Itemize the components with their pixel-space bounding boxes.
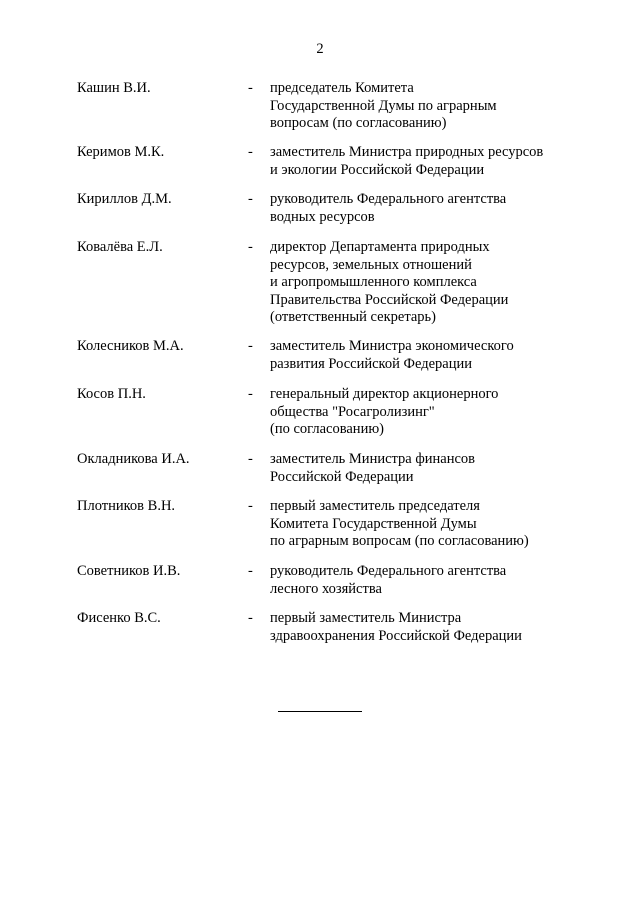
member-role	[270, 451, 475, 486]
member-role	[270, 191, 506, 226]
role-line: председатель Комитета	[270, 80, 414, 96]
separator-dash: -	[248, 144, 253, 160]
member-name: Окладникова И.А.	[77, 451, 190, 467]
member-role	[270, 563, 506, 598]
member-role	[270, 144, 543, 179]
page-number: 2	[316, 41, 324, 57]
role-line: Правительства Российской Федерации	[270, 291, 509, 308]
separator-dash: -	[248, 451, 253, 467]
member-name: Колесников М.А.	[77, 338, 184, 354]
member-name: Кириллов Д.М.	[77, 191, 172, 207]
role-line: первый заместитель председателя	[270, 498, 480, 514]
member-name: Плотников В.Н.	[77, 498, 176, 514]
role-line: руководитель Федерального агентства	[270, 563, 507, 579]
role-line: генеральный директор акционерного	[270, 386, 499, 402]
role-line: руководитель Федерального агентства	[270, 191, 507, 207]
role-line: водных ресурсов	[270, 208, 375, 225]
member-role	[270, 80, 497, 133]
separator-dash: -	[248, 239, 253, 255]
role-line: лесного хозяйства	[270, 580, 382, 597]
role-line: и агропромышленного комплекса	[270, 274, 477, 290]
separator-dash: -	[248, 563, 253, 579]
member-role	[270, 498, 529, 551]
role-line: первый заместитель Министра	[270, 610, 462, 626]
role-line: ресурсов, земельных отношений	[270, 256, 472, 273]
role-line: (ответственный секретарь)	[270, 309, 436, 325]
role-line: здравоохранения Российской Федерации	[270, 627, 522, 644]
role-line: вопросам (по согласованию)	[270, 115, 447, 131]
separator-dash: -	[248, 610, 253, 626]
role-line: директор Департамента природных	[270, 239, 490, 255]
separator-dash: -	[248, 338, 253, 354]
role-line: и экологии Российской Федерации	[270, 161, 485, 178]
role-line: Государственной Думы по аграрным	[270, 97, 497, 114]
member-name: Ковалёва Е.Л.	[77, 239, 163, 255]
member-name: Кашин В.И.	[77, 80, 151, 96]
role-line: заместитель Министра экономического	[270, 338, 514, 354]
member-name: Фисенко В.С.	[77, 610, 161, 626]
member-name: Советников И.В.	[77, 563, 181, 579]
separator-dash: -	[248, 386, 253, 402]
separator-dash: -	[248, 191, 253, 207]
role-line: Комитета Государственной Думы	[270, 515, 477, 532]
role-line: заместитель Министра финансов	[270, 451, 475, 467]
role-line: Российской Федерации	[270, 468, 414, 485]
member-name: Керимов М.К.	[77, 144, 165, 160]
separator-dash: -	[248, 498, 253, 514]
member-name: Косов П.Н.	[77, 386, 146, 402]
separator-dash: -	[248, 80, 253, 96]
member-role	[270, 239, 508, 327]
role-line: заместитель Министра природных ресурсов	[270, 144, 544, 160]
role-line: общества "Росагролизинг"	[270, 403, 435, 420]
member-role	[270, 610, 522, 645]
role-line: развития Российской Федерации	[270, 355, 472, 372]
role-line: (по согласованию)	[270, 421, 384, 437]
member-role	[270, 338, 514, 373]
member-role	[270, 386, 498, 439]
role-line: по аграрным вопросам (по согласованию)	[270, 533, 529, 549]
end-divider	[278, 711, 362, 712]
